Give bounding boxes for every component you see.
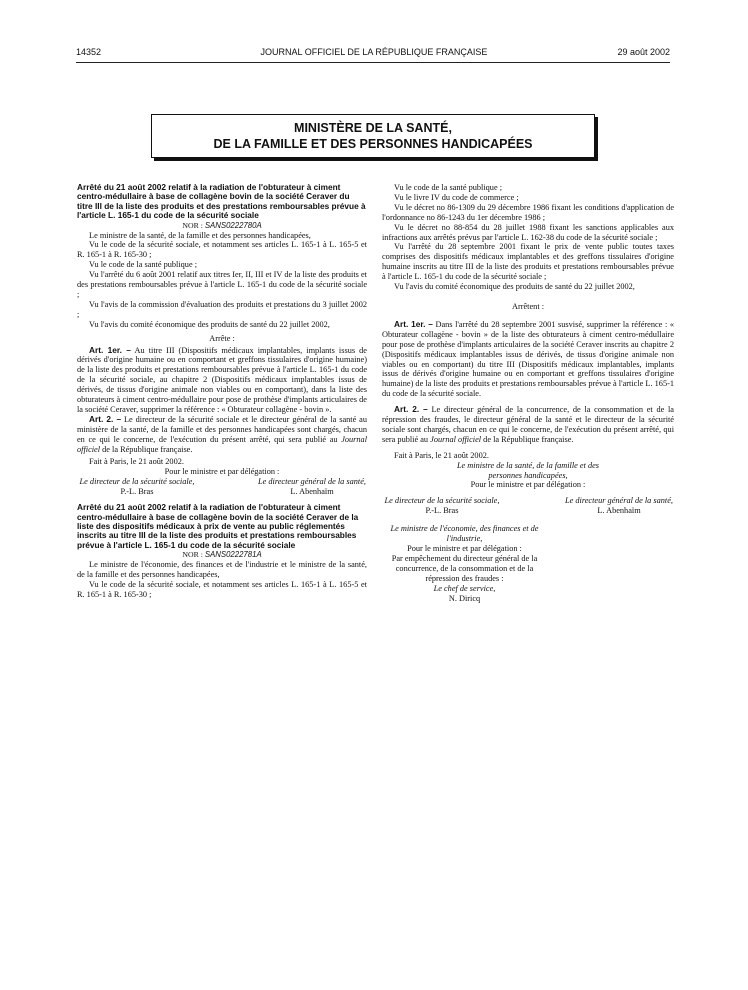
article-text: Le directeur général de la concurrence, de la consommation et de la répression des fraudes, le directeur général de la santé et le directeur de la sécurité sociale sont chargés, chacun en ce qui le concerne, de l'exécution du présent arrêté, qui sera publié au [382,405,674,444]
ministry-line-2: DE LA FAMILLE ET DES PERSONNES HANDICAPÉES [213,137,533,151]
article-text: Le directeur de la sécurité sociale et le directeur général de la santé au ministère de la santé, de la famille et des personnes handicapées sont chargés, chacun en ce qui le concerne, de l'exécution du présent arrêté, qui sera publié au [77,414,367,444]
article-label: Art. 2. – [394,404,428,415]
article-label: Art. 1er. – [394,318,433,329]
delegation: Pour le ministre et par délégation : [407,544,522,553]
nor-label: NOR : [182,550,203,560]
right-column [382,183,674,603]
paragraph: Vu l'arrêté du 28 septembre 2001 fixant le prix de vente public toutes taxes comprises des dispositifs médicaux implantables et des greffons tissulaires d'origine humaine inscrits au titre III de la liste des produits et prestations remboursables prévue à l'article L. 165-1 du code de la sécurité sociale ; [382,242,674,282]
paragraph: Vu le livre IV du code de commerce ; [394,192,519,202]
fait-a-paris: Fait à Paris, le 21 août 2002. [89,457,184,467]
arrete2-nor [77,550,367,560]
signatory-name: P.-L. Bras [120,487,154,497]
minister-sante: Le ministre de la santé, de la famille et des personnes handicapées, [456,460,600,480]
journal-officiel: Journal officiel [77,434,367,454]
paragraph: Le ministre de la santé, de la famille et des personnes handicapées, [89,230,311,240]
chef-title: Le chef de service, [433,583,496,593]
paragraph: Le ministre de l'économie, des finances et de l'industrie et le ministre de la santé, de la famille et des personnes handicapées, [77,560,367,579]
publication-date: 29 août 2002 [617,47,670,57]
article-1 [382,320,674,399]
page-number: 14352 [76,47,102,57]
article-text: Au titre III (Dispositifs médicaux implantables, implants issus de dérivés d'origine humaine ou en comportant et greffons tissulaires d'origine humaine) de la liste des produits et prestations remboursables prévue à l'article L. 165-1 du code de la sécurité sociale, au chapitre 2 (Dispositifs médicaux implantables issus de dérivés, de tissus d'origine animale non viables ou en comportant), dans la liste des obturateurs à ciment centro-médullaire pour pose de prothèse d'implants articulaires de la société Ceraver, supprimer la référence : « Obturateur collagène - bovin ». [77,345,367,414]
signatory-title: Le directeur général de la santé, [565,496,673,506]
paragraph: Vu le code de la santé publique ; [394,183,503,192]
arrete-word: Arrête : [209,333,235,343]
article-2 [382,405,674,445]
nor-ref: SANS0222781A [204,550,262,560]
page-header [0,47,748,61]
ministry-box [151,114,595,158]
eco-signature-block [382,524,547,603]
delegation: Pour le ministre et par délégation : [470,480,586,490]
article-label: Art. 1er. – [89,344,131,355]
fait-a-paris: Fait à Paris, le 21 août 2002. [394,450,489,460]
paragraph: Vu le code de la sécurité sociale, et notamment ses articles L. 165-1 à L. 165-5 et R. 165-1 à R. 165-30 ; [77,240,367,260]
article-2 [77,415,367,455]
signatory-title: Le directeur général de la santé, [258,477,366,487]
paragraph: Vu l'arrêté du 6 août 2001 relatif aux titres Ier, II, III et IV de la liste des produits et des prestations remboursables prévue à l'article L. 165-1 du code de la sécurité sociale ; [77,270,367,299]
paragraph: Vu l'avis du comité économique des produits de santé du 22 juillet 2002, [89,319,330,329]
empechement: Par empêchement du directeur général de la concurrence, de la consommation et de la répression des fraudes : [391,553,538,583]
article-text: Dans l'arrêté du 28 septembre 2001 susvisé, supprimer la référence : « Obturateur collagène - bovin » de la liste des obturateurs à ciment centro-médullaire pour pose de prothèse d'implants articulaires de la société Ceraver inscrits au chapitre 2 (Dispositifs médicaux implantables issus de dérivés, de tissus d'origine animale non viables ou en comportant) du titre III (Dispositifs médicaux implantables, implants issus de dérivés d'origine humaine ou en comportant et greffons tissulaires d'origine humaine) de la liste des produits et prestations remboursables prévue à l'article L. 165-1 du code de la sécurité sociale. [382,319,674,399]
ministry-line-1: MINISTÈRE DE LA SANTÉ, [294,121,452,135]
signatory-title: Le directeur de la sécurité sociale, [79,477,195,487]
paragraph: Vu le décret no 88-854 du 28 juillet 1988 fixant les sanctions applicables aux infractions aux arrêtés prévus par l'article L. 162-38 du code de la sécurité sociale ; [382,222,674,242]
header-rule [76,62,670,63]
article-label: Art. 2. – [89,413,122,424]
arretent-word: Arrêtent : [511,301,545,311]
signatures [382,496,674,516]
arrete1-nor [77,221,367,231]
article-text: de la République française. [100,444,193,454]
journal-title: JOURNAL OFFICIEL DE LA RÉPUBLIQUE FRANÇAISE [260,47,488,57]
paragraph: Vu l'avis de la commission d'évaluation des produits et prestations du 3 juillet 2002 ; [77,299,367,319]
paragraph: Vu l'avis du comité économique des produits de santé du 22 juillet 2002, [394,282,635,292]
paragraph: Vu le décret no 86-1309 du 29 décembre 1986 fixant les conditions d'application de l'ordonnance no 86-1243 du 1er décembre 1986 ; [382,202,674,222]
nor-label: NOR : [182,220,203,230]
arrete1-title: Arrêté du 21 août 2002 relatif à la radiation de l'obturateur à ciment centro-médullaire à base de collagène bovin de la société Ceraver du titre III de la liste des produits et des prestations remboursables prévue à l'article L. 165-1 du code de la sécurité sociale [77,182,366,221]
chef-name: N. Diricq [448,593,481,603]
minister-eco: Le ministre de l'économie, des finances et de l'industrie, [390,524,539,544]
signatory-title: Le directeur de la sécurité sociale, [384,496,500,506]
signatory-name: P.-L. Bras [425,506,459,516]
signatures [77,477,367,497]
article-text: de la République française. [481,434,574,444]
journal-officiel: Journal officiel [430,434,482,444]
paragraph: Vu le code de la santé publique ; [89,260,198,270]
nor-ref: SANS0222780A [204,220,262,230]
arrete2-title: Arrêté du 21 août 2002 relatif à la radiation de l'obturateur à ciment centro-médullaire à base de collagène bovin de la société Ceraver de la liste des dispositifs médicaux à prix de vente au public réglementés inscrits au titre III de la liste des produits et prestations remboursables prévue à l'article L. 165-1 du code de la sécurité sociale [77,502,359,550]
left-column [77,183,367,600]
signatory-name: L. Abenhaïm [290,487,334,497]
article-1 [77,346,367,415]
signatory-name: L. Abenhaïm [597,506,641,516]
paragraph: Vu le code de la sécurité sociale, et notamment ses articles L. 165-1 à L. 165-5 et R. 165-1 à R. 165-30 ; [77,579,367,599]
delegation: Pour le ministre et par délégation : [164,467,280,477]
